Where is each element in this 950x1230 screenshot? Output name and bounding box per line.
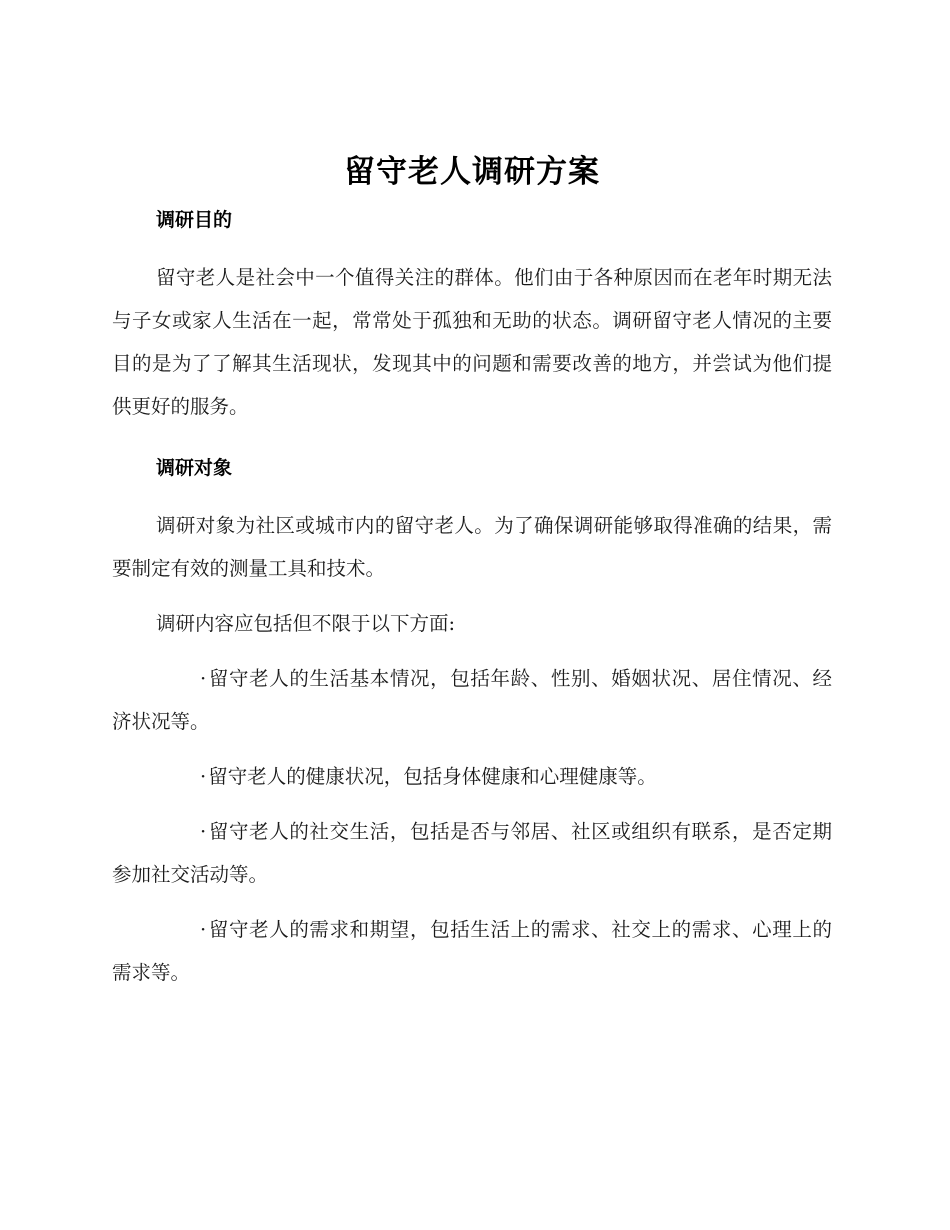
bullet-dot-icon: · [200, 667, 207, 690]
scope-bullet-list [112, 657, 832, 994]
list-item [112, 908, 832, 994]
page-title: 留守老人调研方案 [344, 154, 600, 190]
document-body [112, 150, 832, 994]
section-heading-purpose: 调研目的 [156, 209, 233, 231]
list-item [112, 657, 832, 743]
bullet-dot-icon: · [200, 820, 207, 843]
list-item [112, 810, 832, 896]
list-item-text: 留守老人的生活基本情况，包括年龄、性别、婚姻状况、居住情况、经济状况等。 [112, 667, 832, 733]
section-heading-subject: 调研对象 [156, 457, 233, 479]
purpose-paragraph: 留守老人是社会中一个值得关注的群体。他们由于各种原因而在老年时期无法与子女或家人生活在一起，常常处于孤独和无助的状态。调研留守老人情况的主要目的是为了了解其生活现状，发现其中的问题和需要改善的地方，并尝试为他们提供更好的服务。 [112, 266, 832, 418]
list-item-text: 留守老人的需求和期望，包括生活上的需求、社交上的需求、心理上的需求等。 [112, 918, 832, 984]
bullet-dot-icon: · [200, 918, 207, 941]
subject-paragraph: 调研对象为社区或城市内的留守老人。为了确保调研能够取得准确的结果，需要制定有效的测量工具和技术。 [112, 514, 832, 580]
list-item-text: 留守老人的社交生活，包括是否与邻居、社区或组织有联系，是否定期参加社交活动等。 [112, 820, 832, 886]
scope-intro-paragraph: 调研内容应包括但不限于以下方面: [156, 612, 456, 635]
list-item [112, 755, 832, 798]
list-item-text: 留守老人的健康状况，包括身体健康和心理健康等。 [208, 765, 657, 788]
bullet-dot-icon: · [200, 765, 207, 788]
